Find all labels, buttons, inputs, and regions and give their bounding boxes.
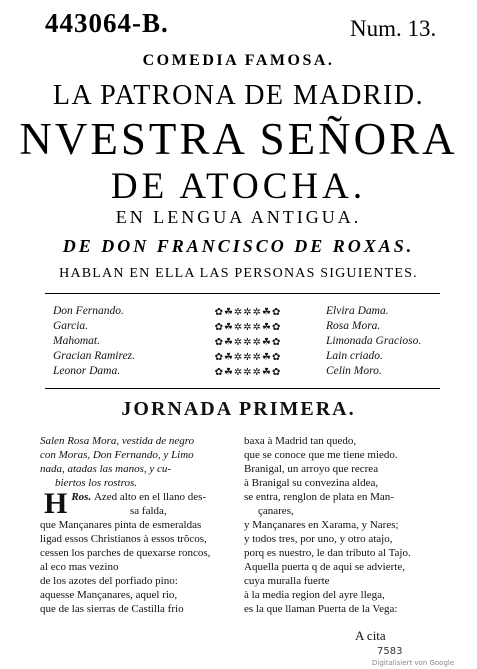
verse-line: de los azotes del porfiado pino: [40,575,178,587]
ornament-row: ✿☘✲✲✲☘✿ [214,307,282,318]
verse-line: Aquella puerta q de aqui se advierte, [244,561,405,573]
mid-divider [45,388,440,389]
author-line: DE DON FRANCISCO DE ROXAS. [62,236,415,256]
issue-number: Num. 13. [350,16,437,41]
cast-member: Celin Moro. [326,365,382,377]
verse-line: porq es nuestro, le dan tributo al Tajo. [244,547,411,559]
verse-line: Branigal, un arroyo que recrea [244,463,379,475]
main-title-second-line: DE ATOCHA. [110,166,367,207]
cast-member: Leonor Dama. [53,365,121,377]
speaker-label: Ros. [71,491,92,503]
catalog-number: 443064-B. [45,8,169,38]
patrona-title: LA PATRONA DE MADRID. [52,80,425,111]
stage-line: biertos los rostros. [55,477,138,489]
verse-line: se entra, renglon de plata en Man- [244,491,394,503]
verse-line: es la que llaman Puerta de la Vega: [244,603,398,615]
verse-line: aquesse Mançanares, aquel rio, [40,589,178,601]
drop-cap: H [44,487,68,520]
verse-line: y Mançanares en Xarama, y Nares; [244,519,399,531]
catchword: A cita [355,628,386,643]
cast-heading: HABLAN EN ELLA LAS PERSONAS SIGUIENTES. [59,266,418,281]
cast-member: Rosa Mora. [326,320,381,332]
ornament-row: ✿☘✲✲✲☘✿ [214,337,282,348]
verse-line: Azed alto en el llano des- [93,491,207,503]
stage-line: nada, atadas las manos, y cu- [40,463,172,475]
cast-member: Lain criado. [326,350,383,362]
verse-line: que se conoce que me tiene miedo. [244,449,398,461]
ornament-row: ✿☘✲✲✲☘✿ [214,322,282,333]
stage-line: Salen Rosa Mora, vestida de negro [40,435,195,447]
verse-line: sa falda, [130,505,167,517]
verse-line: çanares, [258,505,294,517]
verse-line: à Branigal su convezina aldea, [244,477,379,489]
stage-line: con Moras, Don Fernando, y Limo [40,449,194,461]
main-title: NVESTRA SEÑORA [19,114,458,164]
ornament-column [192,305,304,380]
cast-member: Elvira Dama. [326,305,389,317]
digitization-watermark: Digitalisiert von Google [372,659,455,667]
verse-line: que Mançanares pinta de esmeraldas [40,519,202,531]
verse-line: ligad essos Christianos à essos trõcos, [40,533,207,545]
verse-line: que de las sierras de Castilla frio [40,603,184,615]
verse-line: à la media region del ayre llega, [244,589,385,601]
ornament-row: ✿☘✲✲✲☘✿ [214,352,282,363]
act-heading: JORNADA PRIMERA. [121,398,356,420]
language-subtitle: EN LENGUA ANTIGUA. [115,207,362,227]
verse-line: baxa à Madrid tan quedo, [244,435,357,447]
verse-line: cuya muralla fuerte [244,575,330,587]
verse-line: cessen los parches de quexarse roncos, [40,547,211,559]
cast-member: Gracian Ramirez. [53,350,135,362]
cast-member: Mahomat. [53,335,100,347]
text-column-left [40,434,235,616]
top-divider [45,293,440,294]
text-column-right [244,434,450,616]
cast-member: Don Fernando. [53,305,124,317]
ornament-row: ✿☘✲✲✲☘✿ [214,367,282,378]
first-verse [40,487,235,520]
verse-line: al eco mas vezino [40,561,119,573]
cast-list-right [326,304,421,379]
verse-line: y todos tres, por uno, y otro atajo, [244,533,393,545]
comedia-heading: COMEDIA FAMOSA. [142,52,335,69]
cast-member: Limonada Gracioso. [326,335,422,347]
stage-direction [40,434,235,490]
cast-list-left [53,304,135,379]
handwritten-note: 7583 [377,646,403,657]
cast-member: Garcia. [53,320,89,332]
